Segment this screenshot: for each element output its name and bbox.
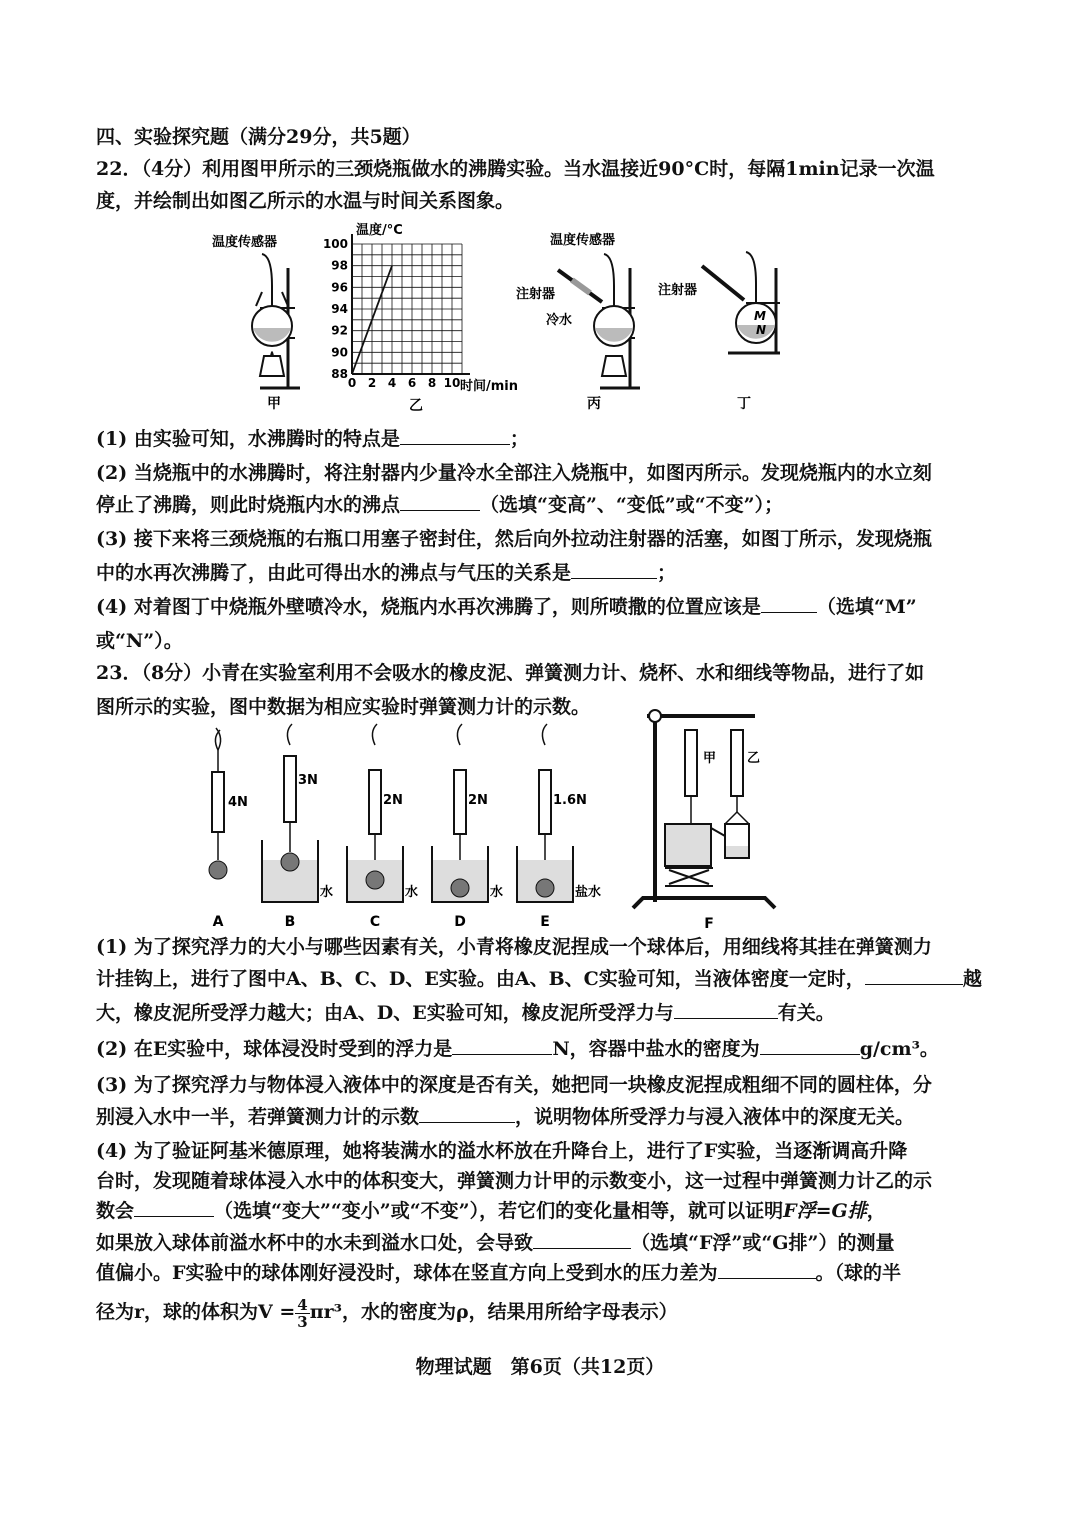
q23-part4-line2: 台时，发现随着球体浸入水中的体积变大，弹簧测力计甲的示数变小，这一过程中弹簧测力计乙的示: [96, 1170, 933, 1192]
meter-yi-label: 乙: [747, 751, 761, 766]
liquid-b: 水: [320, 885, 334, 900]
x-tick-label: 10: [443, 376, 461, 390]
setup-b: [262, 724, 333, 930]
figure-spring-scales: [190, 720, 620, 935]
setup-c: [347, 724, 418, 930]
q22-part3-line2: 中的水再次沸腾了，由此可得出水的沸点与气压的关系是 ；: [96, 562, 677, 584]
figure-bing: [510, 228, 650, 413]
answer-blank-23-2a[interactable]: [452, 1036, 552, 1055]
y-tick-label: 90: [331, 345, 348, 360]
reading-b: 3N: [298, 773, 318, 788]
reading-c: 2N: [383, 793, 403, 808]
sensor-label-bing: 温度传感器: [550, 233, 616, 248]
y-tick-label: 98: [331, 258, 348, 273]
q23-part1-line3: 大，橡皮泥所受浮力越大；由A、D、E实验可知，橡皮泥所受浮力与 有关。: [96, 1002, 835, 1024]
figure-ding: [656, 228, 796, 413]
fig-yi-label: 乙: [409, 398, 423, 414]
q23-part3-line2: 别浸入水中一半，若弹簧测力计的示数 ，说明物体所受浮力与浸入液体中的深度无关。: [96, 1106, 915, 1128]
q23-intro-1: 23．（8分）小青在实验室利用不会吸水的橡皮泥、弹簧测力计、烧杯、水和细线等物品，进行了如: [96, 662, 925, 684]
meter-jia-label: 甲: [703, 751, 717, 766]
chart-ylabel: 温度/°C: [356, 223, 403, 238]
answer-blank-23-1b[interactable]: [674, 1000, 778, 1019]
label-e: E: [540, 914, 550, 930]
q22-part4-line1: (4) 对着图丁中烧瓶外壁喷冷水，烧瓶内水再次沸腾了，则所喷撒的位置应该是 （选填“M”: [96, 596, 917, 618]
setup-d: [432, 724, 503, 930]
q23-part4-line1: (4) 为了验证阿基米德原理，她将装满水的溢水杯放在升降台上，进行了F实验，当逐渐调高升降: [96, 1140, 908, 1162]
label-f: F: [704, 916, 714, 932]
q23-part3-line1: (3) 为了探究浮力与物体浸入液体中的深度是否有关，她把同一块橡皮泥捏成粗细不同的圆柱体，分: [96, 1074, 932, 1096]
q22-part4-line2: 或“N”）。: [96, 630, 183, 652]
temperature-chart: [320, 222, 540, 417]
section-title: 四、实验探究题（满分29分，共5题）: [96, 126, 421, 148]
reading-e: 1.6N: [553, 793, 587, 808]
answer-blank-22-4[interactable]: [761, 594, 817, 613]
answer-blank-23-4b[interactable]: [533, 1230, 631, 1249]
liquid-d: 水: [490, 885, 504, 900]
x-tick-label: 6: [407, 376, 417, 390]
q22-intro-2: 度，并绘制出如图乙所示的水温与时间关系图象。: [96, 190, 515, 212]
chart-xlabel: 时间/min: [460, 379, 519, 394]
label-a: A: [212, 914, 224, 930]
q23-part2: (2) 在E实验中，球体浸没时受到的浮力是 N，容器中盐水的密度为 g/cm³。: [96, 1038, 939, 1060]
answer-blank-22-3[interactable]: [571, 560, 657, 579]
q23-part1-line2: 计挂钩上，进行了图中A、B、C、D、E实验。由A、B、C实验可知，当液体密度一定时， 越: [96, 968, 982, 990]
q23-part4-line6: 径为r，球的体积为V = $\frac{4}{3}$ πr³，水的密度为ρ，结果用所给字母表示）: [96, 1295, 678, 1331]
q22-part3-line1: (3) 接下来将三颈烧瓶的右瓶口用塞子密封住，然后向外拉动注射器的活塞，如图丁所示，发现烧瓶: [96, 528, 932, 550]
answer-blank-23-3[interactable]: [419, 1104, 515, 1123]
y-tick-label: 100: [322, 237, 348, 251]
figure-jia: [200, 228, 310, 413]
syringe-label-bing: 注射器: [516, 287, 556, 302]
reading-d: 2N: [468, 793, 488, 808]
setup-a: [209, 728, 248, 930]
page-footer: 物理试题 第6页（共12页）: [415, 1356, 665, 1378]
y-tick-label: 92: [331, 323, 348, 338]
figure-f: [625, 700, 785, 935]
syringe-label-ding: 注射器: [658, 283, 698, 298]
q23-part4-line3: 数会 （选填“变大”“变小”或“不变”），若它们的变化量相等，就可以证明F浮=G排，: [96, 1200, 886, 1222]
sensor-label-jia: 温度传感器: [212, 235, 278, 250]
reading-a: 4N: [228, 795, 248, 810]
volume-fraction: $\frac{4}{3}$: [297, 1295, 308, 1331]
q23-part4-line4: 如果放入球体前溢水杯中的水未到溢水口处，会导致 （选填“F浮”或“G排”）的测量: [96, 1232, 895, 1254]
fig-ding-label: 丁: [737, 396, 751, 412]
label-c: C: [369, 914, 381, 930]
q23-part4-line5: 值偏小。F实验中的球体刚好浸没时，球体在竖直方向上受到水的压力差为 。（球的半: [96, 1262, 902, 1284]
answer-blank-23-1a[interactable]: [865, 966, 963, 985]
answer-blank-22-1[interactable]: [400, 426, 510, 445]
q22-part1: (1) 由实验可知，水沸腾时的特点是 ；: [96, 428, 529, 450]
q22-part2-line2: 停止了沸腾，则此时烧瓶内水的沸点 （选填“变高”、“变低”或“不变”）；: [96, 494, 784, 516]
q22-intro-1: 22．（4分）利用图甲所示的三颈烧瓶做水的沸腾实验。当水温接近90°C时，每隔1min记录一次温: [96, 158, 935, 180]
x-tick-label: 8: [427, 376, 437, 390]
fig-jia-label: 甲: [267, 396, 281, 412]
answer-blank-22-2[interactable]: [400, 492, 480, 511]
y-tick-label: 88: [331, 367, 348, 381]
label-b: B: [284, 914, 296, 930]
label-d: D: [454, 914, 466, 930]
setup-e: [517, 724, 601, 930]
q23-part1-line1: (1) 为了探究浮力的大小与哪些因素有关，小青将橡皮泥捏成一个球体后，用细线将其挂在弹簧测力: [96, 936, 932, 958]
x-tick-label: 2: [367, 376, 377, 390]
y-tick-label: 94: [331, 302, 348, 316]
fig-bing-label: 丙: [587, 396, 601, 412]
answer-blank-23-4a[interactable]: [134, 1198, 214, 1217]
x-tick-label: 0: [347, 376, 357, 390]
cold-water-label: 冷水: [546, 313, 573, 328]
x-tick-label: 4: [387, 376, 397, 390]
q22-part2-line1: (2) 当烧瓶中的水沸腾时，将注射器内少量冷水全部注入烧瓶中，如图丙所示。发现烧瓶内的水立刻: [96, 462, 932, 484]
answer-blank-23-2b[interactable]: [760, 1036, 860, 1055]
point-n-label: N: [756, 323, 767, 337]
q23-intro-2: 图所示的实验，图中数据为相应实验时弹簧测力计的示数。: [96, 696, 591, 718]
formula-f-g: F浮=G排: [783, 1200, 867, 1222]
answer-blank-23-4c[interactable]: [718, 1260, 816, 1279]
y-tick-label: 96: [331, 280, 348, 295]
liquid-c: 水: [405, 885, 419, 900]
point-m-label: M: [754, 309, 766, 323]
liquid-e: 盐水: [575, 885, 602, 900]
